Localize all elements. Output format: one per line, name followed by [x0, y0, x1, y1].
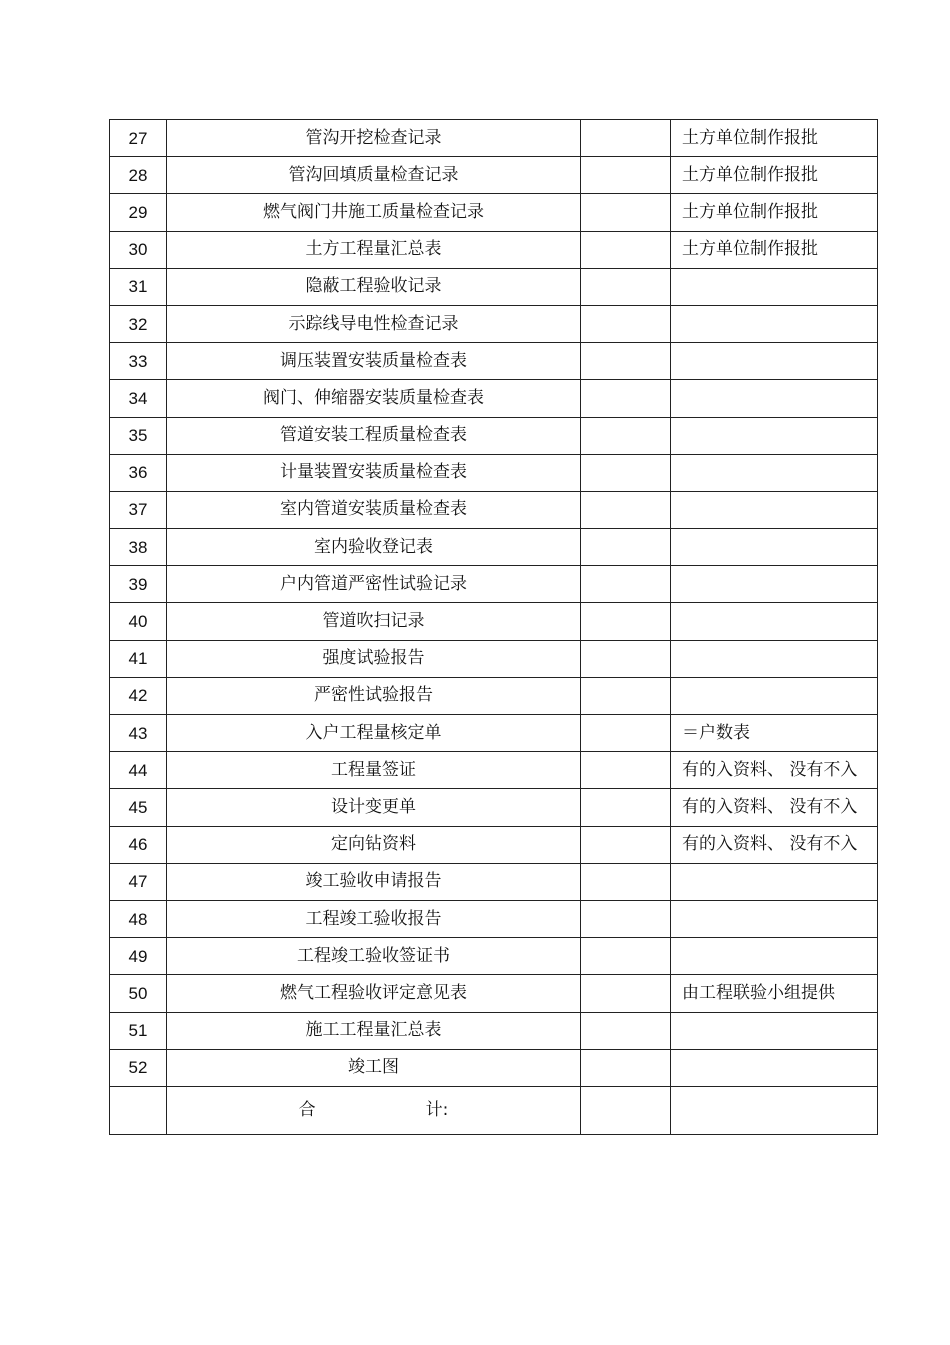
table-row: [110, 343, 878, 380]
row-number-cell: 47: [110, 863, 167, 900]
row-note-cell: [671, 640, 878, 677]
table-row: [110, 380, 878, 417]
total-num-cell: [110, 1086, 167, 1134]
row-number-cell: 48: [110, 900, 167, 937]
row-note-cell: 有的入资料、 没有不入: [671, 752, 878, 789]
row-number-cell: 34: [110, 380, 167, 417]
row-quantity-cell: [581, 305, 671, 342]
row-name-cell: 施工工程量汇总表: [167, 1012, 581, 1049]
table-row: [110, 715, 878, 752]
row-number-cell: 27: [110, 120, 167, 157]
table-row: [110, 938, 878, 975]
row-note-cell: 土方单位制作报批: [671, 157, 878, 194]
row-quantity-cell: [581, 715, 671, 752]
table-row: [110, 603, 878, 640]
row-name-cell: 土方工程量汇总表: [167, 231, 581, 268]
total-qty-cell: [581, 1086, 671, 1134]
row-note-cell: [671, 1049, 878, 1086]
row-name-cell: 室内管道安装质量检查表: [167, 491, 581, 528]
row-quantity-cell: [581, 1012, 671, 1049]
row-quantity-cell: [581, 975, 671, 1012]
row-number-cell: 38: [110, 529, 167, 566]
row-note-cell: 土方单位制作报批: [671, 231, 878, 268]
row-name-cell: 设计变更单: [167, 789, 581, 826]
table-row: [110, 677, 878, 714]
row-quantity-cell: [581, 194, 671, 231]
row-note-cell: [671, 566, 878, 603]
row-note-cell: 有的入资料、 没有不入: [671, 826, 878, 863]
row-name-cell: 管沟回填质量检查记录: [167, 157, 581, 194]
row-note-cell: [671, 938, 878, 975]
row-number-cell: 30: [110, 231, 167, 268]
total-note-cell: [671, 1086, 878, 1134]
row-number-cell: 45: [110, 789, 167, 826]
row-note-cell: [671, 529, 878, 566]
row-note-cell: [671, 268, 878, 305]
table-row: [110, 305, 878, 342]
row-note-cell: 土方单位制作报批: [671, 194, 878, 231]
row-name-cell: 燃气阀门井施工质量检查记录: [167, 194, 581, 231]
row-note-cell: [671, 343, 878, 380]
row-number-cell: 33: [110, 343, 167, 380]
row-quantity-cell: [581, 752, 671, 789]
row-quantity-cell: [581, 863, 671, 900]
table-row: [110, 491, 878, 528]
row-number-cell: 51: [110, 1012, 167, 1049]
row-number-cell: 28: [110, 157, 167, 194]
row-name-cell: 入户工程量核定单: [167, 715, 581, 752]
row-quantity-cell: [581, 417, 671, 454]
row-name-cell: 管沟开挖检查记录: [167, 120, 581, 157]
row-number-cell: 41: [110, 640, 167, 677]
table-row: [110, 752, 878, 789]
row-number-cell: 46: [110, 826, 167, 863]
row-number-cell: 39: [110, 566, 167, 603]
document-table: [109, 119, 878, 1135]
row-name-cell: 管道吹扫记录: [167, 603, 581, 640]
row-note-cell: [671, 1012, 878, 1049]
row-number-cell: 37: [110, 491, 167, 528]
row-name-cell: 管道安装工程质量检查表: [167, 417, 581, 454]
row-number-cell: 49: [110, 938, 167, 975]
row-name-cell: 竣工验收申请报告: [167, 863, 581, 900]
row-number-cell: 40: [110, 603, 167, 640]
row-quantity-cell: [581, 529, 671, 566]
row-number-cell: 43: [110, 715, 167, 752]
row-note-cell: [671, 900, 878, 937]
row-note-cell: [671, 417, 878, 454]
row-note-cell: [671, 677, 878, 714]
row-name-cell: 定向钻资料: [167, 826, 581, 863]
row-quantity-cell: [581, 640, 671, 677]
table-row: [110, 826, 878, 863]
row-note-cell: [671, 305, 878, 342]
row-quantity-cell: [581, 454, 671, 491]
row-quantity-cell: [581, 789, 671, 826]
row-quantity-cell: [581, 900, 671, 937]
row-name-cell: 强度试验报告: [167, 640, 581, 677]
row-name-cell: 燃气工程验收评定意见表: [167, 975, 581, 1012]
table-row: [110, 1012, 878, 1049]
row-name-cell: 室内验收登记表: [167, 529, 581, 566]
table-row: [110, 789, 878, 826]
row-note-cell: [671, 491, 878, 528]
row-quantity-cell: [581, 603, 671, 640]
table-row: [110, 157, 878, 194]
row-number-cell: 35: [110, 417, 167, 454]
row-number-cell: 36: [110, 454, 167, 491]
row-number-cell: 29: [110, 194, 167, 231]
table-row: [110, 417, 878, 454]
row-quantity-cell: [581, 491, 671, 528]
table-body: [110, 120, 878, 1135]
row-name-cell: 户内管道严密性试验记录: [167, 566, 581, 603]
row-note-cell: 由工程联验小组提供: [671, 975, 878, 1012]
total-label-part1: 合: [298, 1099, 316, 1120]
row-number-cell: 50: [110, 975, 167, 1012]
row-name-cell: 调压装置安装质量检查表: [167, 343, 581, 380]
row-quantity-cell: [581, 1049, 671, 1086]
table-row: [110, 194, 878, 231]
row-note-cell: [671, 454, 878, 491]
total-row: [110, 1086, 878, 1134]
row-name-cell: 示踪线导电性检查记录: [167, 305, 581, 342]
total-label-part2: 计:: [425, 1099, 449, 1120]
row-number-cell: 31: [110, 268, 167, 305]
row-name-cell: 计量装置安装质量检查表: [167, 454, 581, 491]
row-quantity-cell: [581, 380, 671, 417]
row-note-cell: [671, 603, 878, 640]
row-quantity-cell: [581, 343, 671, 380]
row-quantity-cell: [581, 120, 671, 157]
row-note-cell: ＝户数表: [671, 715, 878, 752]
row-quantity-cell: [581, 231, 671, 268]
row-quantity-cell: [581, 938, 671, 975]
row-note-cell: [671, 863, 878, 900]
row-quantity-cell: [581, 677, 671, 714]
table-row: [110, 863, 878, 900]
row-number-cell: 44: [110, 752, 167, 789]
row-name-cell: 隐蔽工程验收记录: [167, 268, 581, 305]
total-label-cell: [167, 1086, 581, 1134]
row-note-cell: [671, 380, 878, 417]
row-note-cell: 有的入资料、 没有不入: [671, 789, 878, 826]
row-name-cell: 严密性试验报告: [167, 677, 581, 714]
table-row: [110, 1049, 878, 1086]
table-row: [110, 120, 878, 157]
table-row: [110, 975, 878, 1012]
row-quantity-cell: [581, 566, 671, 603]
row-name-cell: 工程量签证: [167, 752, 581, 789]
row-number-cell: 52: [110, 1049, 167, 1086]
row-quantity-cell: [581, 157, 671, 194]
table-row: [110, 900, 878, 937]
row-name-cell: 工程竣工验收签证书: [167, 938, 581, 975]
table-row: [110, 231, 878, 268]
row-number-cell: 42: [110, 677, 167, 714]
table-row: [110, 640, 878, 677]
row-name-cell: 工程竣工验收报告: [167, 900, 581, 937]
row-number-cell: 32: [110, 305, 167, 342]
table-row: [110, 566, 878, 603]
row-quantity-cell: [581, 268, 671, 305]
table-row: [110, 529, 878, 566]
row-note-cell: 土方单位制作报批: [671, 120, 878, 157]
row-name-cell: 竣工图: [167, 1049, 581, 1086]
row-quantity-cell: [581, 826, 671, 863]
row-name-cell: 阀门、伸缩器安装质量检查表: [167, 380, 581, 417]
table-row: [110, 268, 878, 305]
table-row: [110, 454, 878, 491]
